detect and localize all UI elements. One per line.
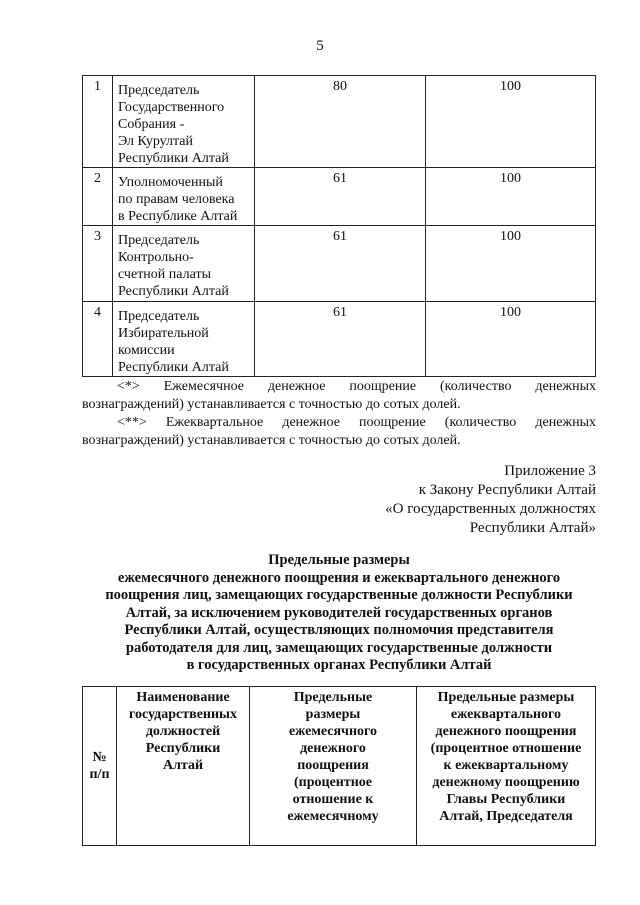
header-line: (процентное отношение: [430, 741, 582, 756]
title-line: поощрения лиц, замещающих государственные должности Республики: [105, 587, 573, 603]
header-line: размеры: [305, 707, 361, 722]
position-line: счетной палаты: [118, 267, 211, 282]
row-number: 3: [83, 226, 113, 302]
position-line: Уполномоченный: [118, 175, 223, 190]
table-row: [83, 76, 596, 168]
position-line: Государственного: [118, 100, 225, 115]
title-line: в государственных органах Республики Алтай: [186, 657, 492, 673]
appendix-line: к Закону Республики Алтай: [418, 482, 596, 498]
position-line: по правам человека: [118, 192, 235, 207]
row-number: 4: [83, 302, 113, 377]
position-line: Собрания -: [118, 117, 185, 132]
position-line: Председатель: [118, 83, 200, 98]
quarterly-value: 100: [426, 226, 596, 302]
position-line: Председатель: [118, 309, 200, 324]
position-line: в Республике Алтай: [118, 209, 238, 224]
title-line: ежемесячного денежного поощрения и ежеквартального денежного: [117, 569, 561, 586]
header-line: денежного поощрения: [435, 724, 577, 739]
appendix-reference: [385, 462, 596, 538]
table-row: [83, 168, 596, 226]
column-header-monthly: [250, 687, 417, 846]
monthly-value: 61: [255, 302, 426, 377]
column-header-number: [83, 687, 117, 846]
title-line: Предельные размеры: [268, 552, 410, 568]
monthly-value: 61: [255, 168, 426, 226]
header-line: п/п: [89, 767, 110, 782]
title-line: Республики Алтай, осуществляющих полномочия представителя: [124, 622, 554, 638]
title-line: Алтай, за исключением руководителей государственных органов: [125, 604, 553, 621]
rates-table: [82, 75, 596, 377]
table-row: [83, 226, 596, 302]
header-line: государственных: [129, 707, 237, 722]
footnote-quarterly: <**> Ежеквартальное денежное поощрение (количество денежных вознаграждений) устанавливается с точностью до сотых долей.: [82, 415, 596, 448]
header-line: ежемесячного: [288, 724, 378, 739]
position-line: Республики Алтай: [118, 360, 229, 375]
header-line: Наименование: [136, 690, 230, 705]
position-line: Эл Курултай: [118, 134, 194, 149]
position-line: Председатель: [118, 233, 200, 248]
appendix-line: Приложение 3: [504, 463, 596, 479]
header-line: ежеквартального: [450, 707, 562, 722]
position-name: [113, 168, 255, 226]
column-header-position: [117, 687, 250, 846]
position-line: Республики Алтай: [118, 151, 229, 166]
header-line: денежного: [300, 741, 366, 756]
quarterly-value: 100: [426, 76, 596, 168]
header-line: поощрения: [297, 758, 369, 773]
header-line: Предельные размеры: [437, 690, 575, 705]
limits-table-header: [82, 686, 596, 846]
table-row: [83, 302, 596, 377]
row-number: 2: [83, 168, 113, 226]
footnotes: [82, 378, 596, 450]
header-line: ежемесячному: [287, 809, 379, 824]
header-line: должностей: [145, 724, 221, 739]
footnote-monthly: <*> Ежемесячное денежное поощрение (количество денежных вознаграждений) устанавливается с точностью до сотых долей.: [82, 379, 596, 412]
header-line: (процентное: [293, 775, 373, 790]
header-line: Предельные: [293, 690, 373, 705]
header-line: отношение к: [292, 792, 374, 807]
header-line: денежному поощрению: [432, 775, 580, 790]
header-row: [83, 687, 596, 846]
column-header-quarterly: [417, 687, 596, 846]
monthly-value: 61: [255, 226, 426, 302]
title-line: работодателя для лиц, замещающих государственные должности: [125, 639, 553, 656]
position-line: комиссии: [118, 343, 175, 358]
appendix-line: Республики Алтай»: [469, 520, 596, 536]
position-name: [113, 76, 255, 168]
header-line: №: [92, 750, 107, 765]
position-name: [113, 226, 255, 302]
header-line: Алтай, Председателя: [439, 809, 573, 824]
header-line: Алтай: [162, 758, 204, 773]
header-line: Республики: [145, 741, 221, 756]
header-line: Главы Республики: [446, 792, 566, 807]
position-name: [113, 302, 255, 377]
position-line: Контрольно-: [118, 250, 194, 265]
position-line: Республики Алтай: [118, 284, 229, 299]
quarterly-value: 100: [426, 168, 596, 226]
document-title: [82, 552, 596, 675]
quarterly-value: 100: [426, 302, 596, 377]
position-line: Избирательной: [118, 326, 209, 341]
page-number: 5: [316, 38, 324, 54]
appendix-line: «О государственных должностях: [385, 501, 596, 517]
row-number: 1: [83, 76, 113, 168]
monthly-value: 80: [255, 76, 426, 168]
header-line: к ежеквартальному: [443, 758, 569, 773]
